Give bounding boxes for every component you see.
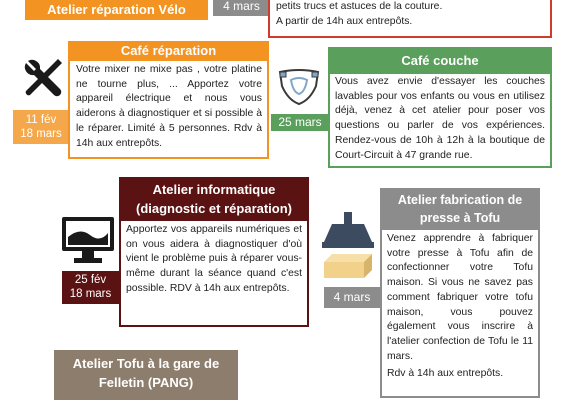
atelier-velo-date-box bbox=[213, 0, 270, 16]
atelier-velo-header bbox=[25, 0, 208, 20]
atelier-velo-title: Atelier réparation Vélo bbox=[47, 2, 186, 17]
diaper-icon bbox=[276, 66, 322, 108]
cafe-couche-title: Café couche bbox=[401, 53, 479, 68]
atelier-tofu-presse-date: 4 mars bbox=[333, 290, 371, 304]
cafe-reparation-box bbox=[68, 61, 269, 159]
atelier-velo-date: 4 mars bbox=[223, 0, 260, 13]
computer-icon bbox=[60, 215, 116, 265]
atelier-tofu-presse-body: Venez apprendre à fabriquer votre presse à Tofu afin de confectionner votre Tofu maison. Si vous ne savez pas comment fabriquer votre tofu maison, vous pouvez également vous inscrire à l'atelier confection de Tofu le 11 mars. bbox=[387, 233, 533, 362]
tofu-press-icon bbox=[318, 210, 376, 284]
cafe-couche-box bbox=[328, 74, 552, 168]
cafe-reparation-date-1: 11 fév bbox=[25, 114, 57, 126]
atelier-tofu-gare-title-2: Felletin (PANG) bbox=[98, 375, 194, 390]
couture-line-2: A partir de 14h aux entrepôts. bbox=[276, 15, 413, 27]
atelier-informatique-header bbox=[119, 177, 309, 221]
tools-icon bbox=[20, 55, 66, 101]
couture-line-1: petits trucs et astuces de la couture. bbox=[276, 1, 443, 12]
cafe-reparation-body: Votre mixer ne mixe pas , votre platine ne tourne plus, ... Apportez votre appareil électrique et nous vous aiderons à diagnostiquer et si possible à le réparer. Limité à 5 personnes. Rdv à 14h aux entrepôts. bbox=[76, 64, 262, 149]
cafe-couche-header bbox=[328, 47, 552, 74]
cafe-reparation-title: Café réparation bbox=[120, 43, 217, 58]
atelier-tofu-presse-rdv: Rdv à 14h aux entrepôts. bbox=[387, 368, 504, 380]
cafe-couche-body: Vous avez envie d'essayer les couches lavables pour vos enfants ou vous en utilisez déjà, venez à cet atelier pour poser vos questions ou parler de vos expériences. Rendez-vous de 10h à 12h à la boutique de Court-Circuit à 47 grande rue. bbox=[335, 76, 545, 161]
cafe-couche-date: 25 mars bbox=[278, 115, 322, 129]
atelier-tofu-presse-header bbox=[380, 188, 540, 230]
atelier-tofu-presse-title-2: presse à Tofu bbox=[419, 211, 501, 225]
cafe-couche-date-box bbox=[271, 114, 329, 131]
cafe-reparation-date-2: 18 mars bbox=[20, 128, 62, 140]
atelier-informatique-title-2: (diagnostic et réparation) bbox=[135, 201, 293, 216]
cafe-reparation-date-box bbox=[13, 110, 69, 144]
atelier-informatique-title-1: Atelier informatique bbox=[152, 182, 276, 197]
atelier-tofu-gare-header bbox=[54, 350, 238, 400]
cafe-reparation-header bbox=[68, 41, 269, 61]
atelier-tofu-presse-title-1: Atelier fabrication de bbox=[397, 193, 523, 207]
atelier-informatique-box bbox=[119, 221, 309, 327]
atelier-tofu-gare-title-1: Atelier Tofu à la gare de bbox=[72, 356, 220, 371]
atelier-informatique-date-2: 18 mars bbox=[69, 288, 112, 300]
atelier-tofu-presse-box bbox=[380, 230, 540, 398]
atelier-informatique-date-box bbox=[62, 271, 119, 304]
atelier-informatique-date-1: 25 fév bbox=[74, 274, 107, 286]
couture-box bbox=[268, 0, 552, 38]
atelier-tofu-presse-date-box bbox=[324, 287, 380, 308]
atelier-informatique-body: Apportez vos appareils numériques et on vous aidera à diagnostiquer d'où vient le problème puis à réparer vous-même durant la séance quand c'est possible. RDV à 14h aux entrepôts. bbox=[126, 224, 302, 294]
